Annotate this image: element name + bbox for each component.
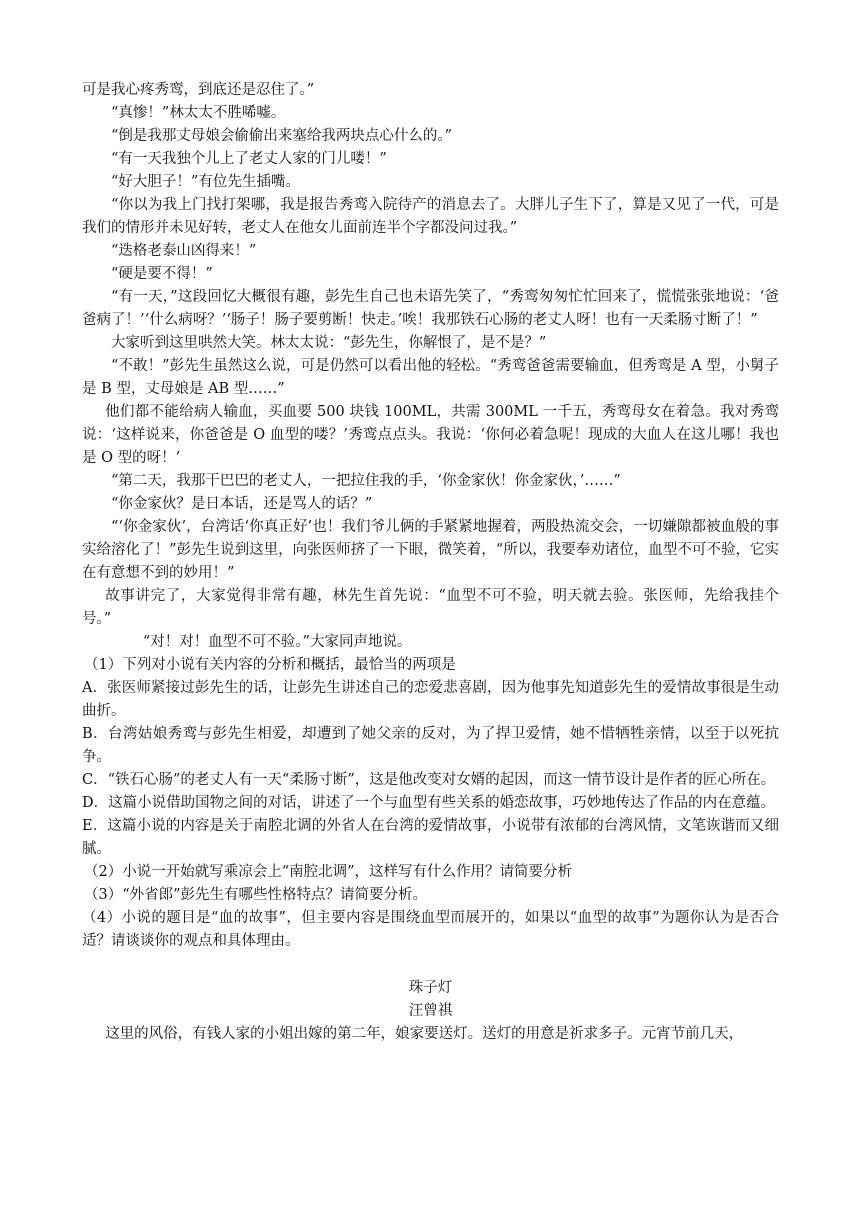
document-page xyxy=(82,79,779,1046)
question-4: （4）小说的题目是“血的故事”，但主要内容是围绕血型而展开的，如果以“血型的故事”为题你认为是否合适？请谈谈你的观点和具体理由。 xyxy=(82,910,779,949)
section-gap xyxy=(82,953,779,977)
question-1-option-b: B．台湾姑娘秀鸾与彭先生相爱，却遭到了她父亲的反对，为了捍卫爱情，她不惜牺牲亲情，以至于以死抗争。 xyxy=(82,726,779,765)
question-1-option-d: D．这篇小说借助国物之间的对话，讲述了一个与血型有些关系的婚恋故事，巧妙地传达了作品的内在意蕴。 xyxy=(82,795,776,811)
story-paragraph: 可是我心疼秀鸾，到底还是忍住了。” xyxy=(82,82,315,98)
question-1-option-a: A．张医师紧接过彭先生的话，让彭先生讲述自己的恋爱悲喜剧，因为他事先知道彭先生的爱情故事很是生动曲折。 xyxy=(82,680,779,719)
question-2: （2）小说一开始就写乘凉会上“南腔北调”，这样写有什么作用？请简要分析 xyxy=(84,864,573,880)
story-paragraph: “有一天我独个儿上了老丈人家的门儿喽！” xyxy=(111,151,387,167)
story-paragraph: “真惨！”林太太不胜唏嘘。 xyxy=(111,105,286,121)
story-paragraph: “有一天，”这段回忆大概很有趣，彭先生自己也未语先笑了，“秀鸾匆匆忙忙回来了，慌慌张张地说：‘爸爸病了！’‘什么病呀？’‘肠子！肠子要剪断！快走。’唉！我那铁石心肠的老丈人呀！也有一天柔肠寸断了！” xyxy=(82,289,779,328)
next-text-title: 珠子灯 xyxy=(408,980,453,996)
story-paragraph: “第二天，我那干巴巴的老丈人，一把拉住我的手，‘你金家伙！你金家伙，’……” xyxy=(111,473,621,489)
story-paragraph: “对！对！血型不可不验。”大家同声地说。 xyxy=(142,634,412,650)
question-1-option-e: E．这篇小说的内容是关于南腔北调的外省人在台湾的爱情故事，小说带有浓郁的台湾风情，文笔诙谐而又细腻。 xyxy=(82,818,779,857)
story-paragraph: 他们都不能给病人输血，买血要 500 块钱 100ML，共需 300ML 一千五，秀鸾母女在着急。我对秀鸾说：‘这样说来，你爸爸是 O 血型的喽？’秀鸾点点头。我说：‘你何必着急呢！现成的大血人在这儿哪！我也是 O 型的呀！’ xyxy=(82,404,779,466)
story-paragraph: “迭格老泰山凶得来！” xyxy=(111,243,257,259)
story-paragraph: “不敢！”彭先生虽然这么说，可是仍然可以看出他的轻松。“秀鸾爸爸需要输血，但秀鸾是 A 型，小舅子是 B 型，丈母娘是 AB 型……” xyxy=(82,358,779,397)
next-text-author: 汪曾祺 xyxy=(408,1003,453,1019)
story-paragraph: “倒是我那丈母娘会偷偷出来塞给我两块点心什么的。” xyxy=(111,128,453,144)
question-1-stem: （1）下列对小说有关内容的分析和概括，最恰当的两项是 xyxy=(84,657,456,673)
story-paragraph: 故事讲完了，大家觉得非常有趣，林先生首先说：“血型不可不验，明天就去验。张医师，先给我挂个号。” xyxy=(82,588,779,627)
question-3: （3）“外省郎”彭先生有哪些性格特点？请简要分析。 xyxy=(84,887,428,903)
story-paragraph: 大家听到这里哄然大笑。林太太说：“彭先生，你解恨了，是不是？” xyxy=(111,335,547,351)
next-text-paragraph: 这里的风俗，有钱人家的小姐出嫁的第二年，娘家要送灯。送灯的用意是祈求多子。元宵节前几天， xyxy=(105,1026,744,1042)
story-paragraph: “好大胆子！”有位先生插嘴。 xyxy=(111,174,300,190)
story-paragraph: “硬是要不得！” xyxy=(111,266,213,282)
question-1-option-c: C．“铁石心肠”的老丈人有一天“柔肠寸断”，这是他改变对女婿的起因，而这一情节设计是作者的匠心所在。 xyxy=(82,772,776,788)
story-paragraph: “你以为我上门找打架哪，我是报告秀鸾入院待产的消息去了。大胖儿子生下了，算是又见了一代，可是我们的情形并未见好转，老丈人在他女儿面前连半个字都没问过我。” xyxy=(82,197,779,236)
story-paragraph: “‘你金家伙’，台湾话‘你真正好’也！我们爷儿俩的手紧紧地握着，两股热流交会，一切嫌隙都被血般的事实给溶化了！”彭先生说到这里，向张医师挤了一下眼，微笑着，“所以，我要奉劝诸位，血型不可不验，它实在有意想不到的妙用！” xyxy=(82,519,779,581)
story-paragraph: “你金家伙？是日本话，还是骂人的话？” xyxy=(111,496,373,512)
